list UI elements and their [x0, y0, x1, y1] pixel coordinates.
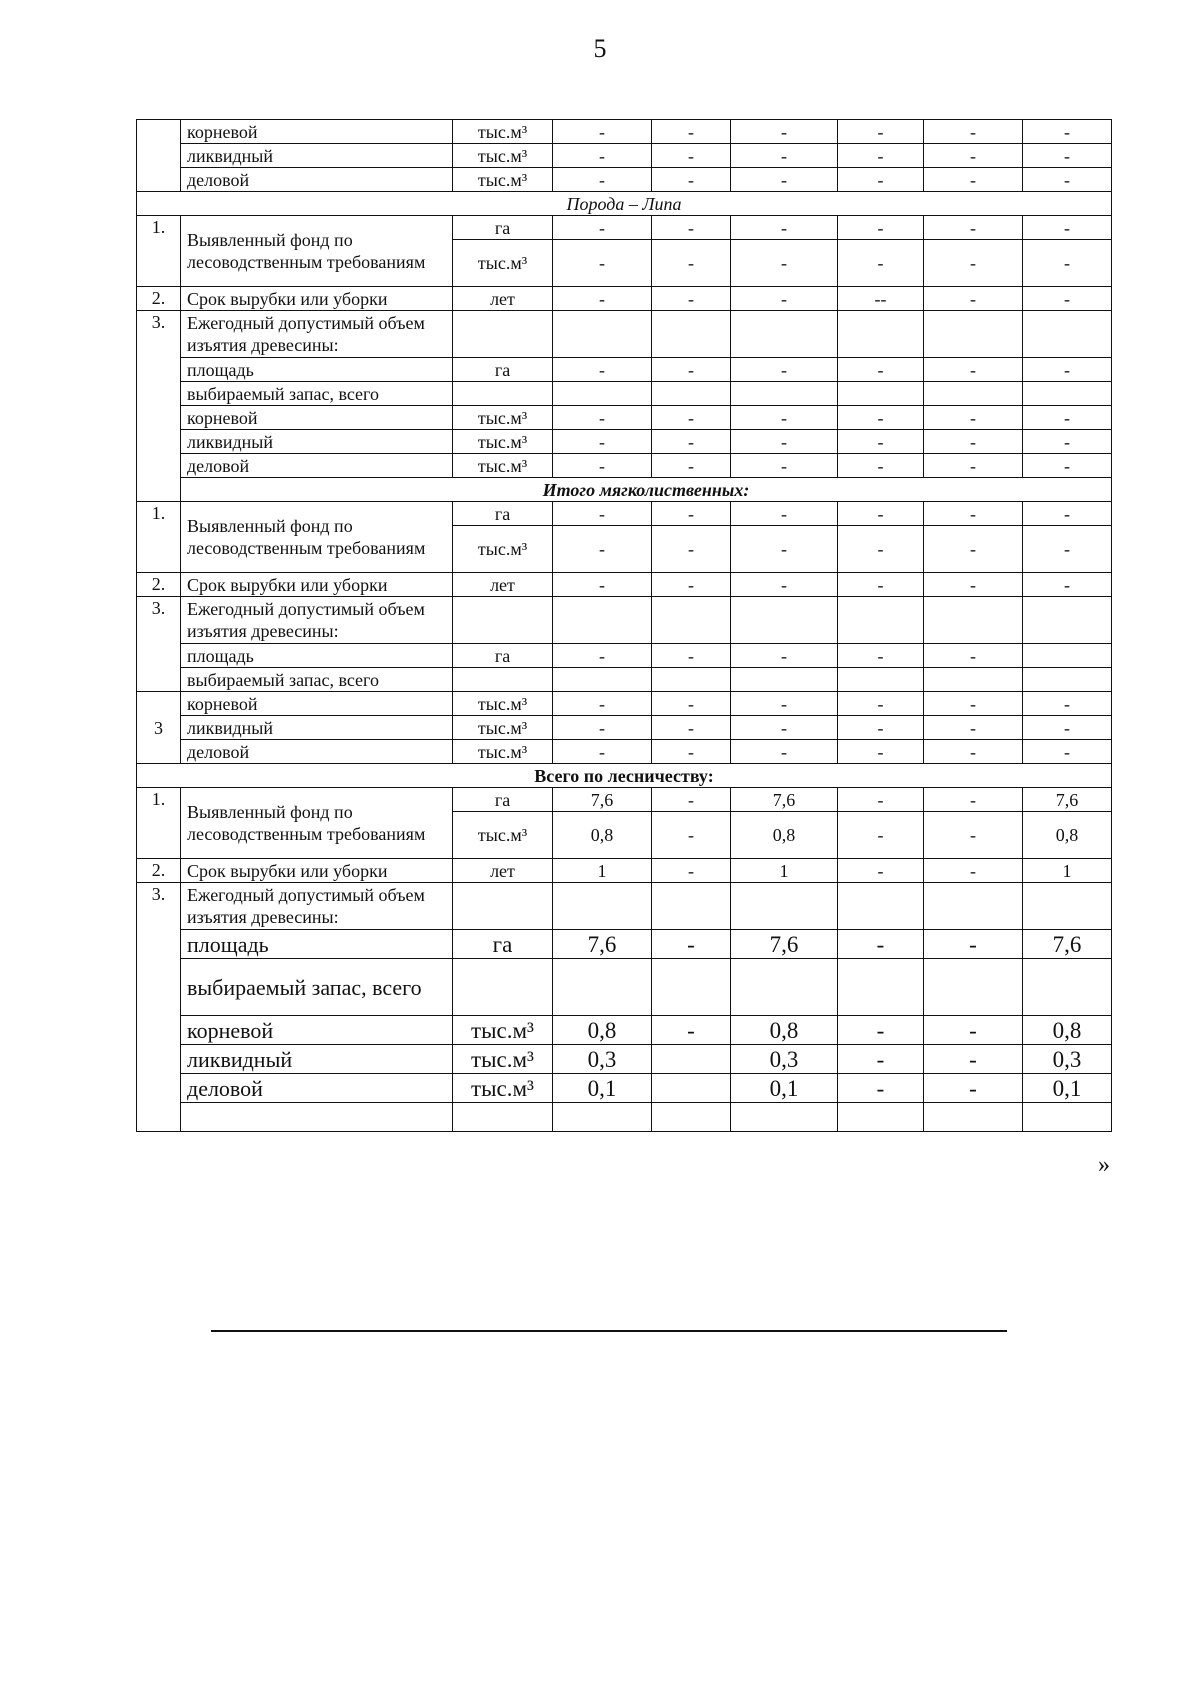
unit-cell: га — [453, 930, 553, 959]
empty-cell — [652, 1103, 731, 1132]
row-number: 3. — [137, 597, 181, 692]
row-label-fund: Выявленный фонд по лесоводственным требованиям — [181, 788, 453, 859]
value-cell: 0,8 — [553, 1016, 652, 1045]
section-row — [137, 478, 1112, 502]
table-row — [137, 144, 1112, 168]
signature-line — [211, 1330, 1007, 1332]
value-cell: - — [731, 692, 838, 716]
value-cell: - — [731, 740, 838, 764]
value-cell: - — [838, 740, 924, 764]
value-cell: 7,6 — [1023, 788, 1112, 812]
row-label-stock: выбираемый запас, всего — [181, 668, 453, 692]
value-cell: - — [553, 454, 652, 478]
unit-cell — [453, 883, 553, 930]
value-cell: - — [924, 454, 1023, 478]
row-label-business: деловой — [181, 168, 453, 192]
value-cell: - — [553, 716, 652, 740]
value-cell — [652, 1045, 731, 1074]
page-number: 5 — [593, 34, 607, 63]
value-cell — [1023, 883, 1112, 930]
value-cell: - — [924, 406, 1023, 430]
value-cell: - — [838, 358, 924, 382]
value-cell: - — [838, 1016, 924, 1045]
value-cell: - — [924, 1074, 1023, 1103]
table-row — [137, 454, 1112, 478]
unit-cell: тыс.м³ — [453, 812, 553, 859]
value-cell: - — [838, 168, 924, 192]
table-row — [137, 406, 1112, 430]
value-cell: - — [924, 930, 1023, 959]
value-cell: - — [553, 740, 652, 764]
value-cell: - — [553, 240, 652, 287]
unit-cell: тыс.м³ — [453, 740, 553, 764]
unit-cell: лет — [453, 573, 553, 597]
section-row — [137, 764, 1112, 788]
table-row — [137, 930, 1112, 959]
section-title-total: Всего по лесничеству: — [137, 764, 1112, 788]
value-cell: - — [553, 216, 652, 240]
value-cell — [652, 311, 731, 358]
value-cell: 1 — [731, 859, 838, 883]
unit-cell — [453, 668, 553, 692]
table-row — [137, 597, 1112, 644]
value-cell: - — [652, 144, 731, 168]
value-cell: - — [1023, 502, 1112, 526]
unit-cell — [453, 959, 553, 1016]
value-cell: - — [553, 430, 652, 454]
value-cell: - — [731, 168, 838, 192]
value-cell — [652, 668, 731, 692]
value-cell: - — [553, 144, 652, 168]
unit-cell: тыс.м³ — [453, 406, 553, 430]
value-cell — [553, 959, 652, 1016]
table-row — [137, 788, 1112, 812]
value-cell: - — [731, 454, 838, 478]
value-cell: - — [838, 788, 924, 812]
table-row — [137, 1016, 1112, 1045]
value-cell: - — [924, 644, 1023, 668]
unit-cell: тыс.м³ — [453, 454, 553, 478]
row-label-business: деловой — [181, 1074, 453, 1103]
table-row — [137, 382, 1112, 406]
value-cell: - — [838, 930, 924, 959]
row-label-stock: выбираемый запас, всего — [181, 959, 453, 1016]
value-cell — [924, 382, 1023, 406]
value-cell: - — [924, 716, 1023, 740]
value-cell: - — [652, 287, 731, 311]
row-label-annual: Ежегодный допустимый объем изъятия древесины: — [181, 311, 453, 358]
value-cell: - — [924, 1045, 1023, 1074]
row-label-term: Срок вырубки или уборки — [181, 287, 453, 311]
value-cell: - — [731, 716, 838, 740]
row-number: 1. — [137, 502, 181, 573]
value-cell — [924, 311, 1023, 358]
value-cell: - — [1023, 740, 1112, 764]
row-label-business: деловой — [181, 740, 453, 764]
value-cell — [652, 597, 731, 644]
value-cell: - — [731, 216, 838, 240]
unit-cell: тыс.м³ — [453, 168, 553, 192]
row-number: 1. — [137, 788, 181, 859]
value-cell: 0,8 — [1023, 1016, 1112, 1045]
value-cell: - — [652, 788, 731, 812]
value-cell: - — [652, 573, 731, 597]
value-cell: - — [838, 454, 924, 478]
value-cell: - — [652, 859, 731, 883]
value-cell: - — [838, 716, 924, 740]
table-row — [137, 502, 1112, 526]
empty-cell — [838, 1103, 924, 1132]
value-cell: - — [1023, 216, 1112, 240]
value-cell: - — [924, 692, 1023, 716]
table-row — [137, 1045, 1112, 1074]
table-row — [137, 644, 1112, 668]
value-cell: - — [731, 240, 838, 287]
unit-cell — [453, 311, 553, 358]
value-cell: - — [924, 859, 1023, 883]
value-cell: - — [838, 859, 924, 883]
table-row — [137, 959, 1112, 1016]
row-label-root: корневой — [181, 120, 453, 144]
unit-cell: тыс.м³ — [453, 1016, 553, 1045]
table-row — [137, 430, 1112, 454]
value-cell: 0,8 — [731, 812, 838, 859]
value-cell: - — [652, 240, 731, 287]
value-cell: - — [838, 526, 924, 573]
value-cell: - — [1023, 144, 1112, 168]
unit-cell: лет — [453, 859, 553, 883]
value-cell: - — [652, 812, 731, 859]
value-cell: - — [731, 644, 838, 668]
empty-cell — [553, 1103, 652, 1132]
unit-cell: тыс.м³ — [453, 692, 553, 716]
row-number-cell — [137, 120, 181, 192]
unit-cell: тыс.м³ — [453, 430, 553, 454]
table-row — [137, 716, 1112, 740]
value-cell: - — [838, 144, 924, 168]
unit-cell — [453, 382, 553, 406]
value-cell — [553, 597, 652, 644]
value-cell: - — [838, 1045, 924, 1074]
value-cell: - — [924, 502, 1023, 526]
row-number: 3. — [137, 883, 181, 1132]
value-cell: - — [1023, 716, 1112, 740]
table-row — [137, 311, 1112, 358]
value-cell: - — [1023, 406, 1112, 430]
value-cell: 0,3 — [553, 1045, 652, 1074]
row-number: 3. — [137, 311, 181, 502]
value-cell: - — [838, 573, 924, 597]
value-cell: - — [652, 716, 731, 740]
unit-cell: тыс.м³ — [453, 716, 553, 740]
value-cell: -- — [838, 287, 924, 311]
value-cell: - — [838, 216, 924, 240]
value-cell: - — [731, 430, 838, 454]
value-cell: - — [924, 1016, 1023, 1045]
value-cell: - — [838, 430, 924, 454]
value-cell — [652, 883, 731, 930]
value-cell: 0,1 — [1023, 1074, 1112, 1103]
value-cell: - — [1023, 240, 1112, 287]
value-cell — [652, 959, 731, 1016]
value-cell: - — [652, 1016, 731, 1045]
value-cell: - — [652, 216, 731, 240]
value-cell: 0,1 — [731, 1074, 838, 1103]
value-cell: - — [731, 406, 838, 430]
forest-fund-table — [136, 119, 1112, 1132]
value-cell: - — [924, 740, 1023, 764]
value-cell: - — [731, 573, 838, 597]
value-cell: - — [731, 526, 838, 573]
value-cell — [553, 668, 652, 692]
row-label-area: площадь — [181, 930, 453, 959]
value-cell: 7,6 — [731, 930, 838, 959]
value-cell — [838, 382, 924, 406]
value-cell: - — [553, 502, 652, 526]
empty-cell — [731, 1103, 838, 1132]
unit-cell: га — [453, 788, 553, 812]
value-cell: - — [838, 644, 924, 668]
row-label-annual: Ежегодный допустимый объем изъятия древесины: — [181, 883, 453, 930]
row-label-fund: Выявленный фонд по лесоводственным требованиям — [181, 216, 453, 287]
row-label-annual: Ежегодный допустимый объем изъятия древесины: — [181, 597, 453, 644]
value-cell — [838, 311, 924, 358]
row-number: 1. — [137, 216, 181, 287]
row-label-root: корневой — [181, 1016, 453, 1045]
table-row — [137, 740, 1112, 764]
value-cell: - — [924, 430, 1023, 454]
value-cell: - — [553, 168, 652, 192]
value-cell: - — [838, 406, 924, 430]
value-cell — [731, 597, 838, 644]
table-row — [137, 1074, 1112, 1103]
value-cell: - — [838, 1074, 924, 1103]
value-cell: - — [924, 120, 1023, 144]
value-cell — [731, 311, 838, 358]
value-cell — [924, 883, 1023, 930]
table-row — [137, 120, 1112, 144]
value-cell: - — [1023, 692, 1112, 716]
value-cell: - — [1023, 358, 1112, 382]
value-cell: - — [553, 120, 652, 144]
table-row — [137, 859, 1112, 883]
value-cell — [924, 597, 1023, 644]
empty-cell — [924, 1103, 1023, 1132]
value-cell: - — [924, 526, 1023, 573]
value-cell — [731, 382, 838, 406]
row-number: 2. — [137, 859, 181, 883]
value-cell: 0,3 — [1023, 1045, 1112, 1074]
empty-cell — [1023, 1103, 1112, 1132]
value-cell: 0,8 — [1023, 812, 1112, 859]
unit-cell: тыс.м³ — [453, 526, 553, 573]
value-cell: - — [553, 573, 652, 597]
value-cell — [553, 311, 652, 358]
value-cell: 0,8 — [731, 1016, 838, 1045]
value-cell: - — [838, 812, 924, 859]
row-label-liquid: ликвидный — [181, 1045, 453, 1074]
table-row — [137, 358, 1112, 382]
value-cell — [838, 959, 924, 1016]
row-number: 2. — [137, 573, 181, 597]
value-cell: - — [731, 502, 838, 526]
value-cell: 7,6 — [553, 930, 652, 959]
value-cell: - — [924, 216, 1023, 240]
value-cell: - — [652, 526, 731, 573]
row-label-area: площадь — [181, 644, 453, 668]
value-cell: - — [1023, 168, 1112, 192]
value-cell — [1023, 668, 1112, 692]
unit-cell: га — [453, 216, 553, 240]
table-row — [137, 216, 1112, 240]
row-label-root: корневой — [181, 692, 453, 716]
value-cell: - — [731, 287, 838, 311]
value-cell: - — [838, 120, 924, 144]
row-label-liquid: ликвидный — [181, 716, 453, 740]
value-cell: 0,8 — [553, 812, 652, 859]
value-cell: - — [838, 692, 924, 716]
value-cell: - — [652, 930, 731, 959]
value-cell: 7,6 — [731, 788, 838, 812]
empty-cell — [453, 1103, 553, 1132]
value-cell: - — [652, 454, 731, 478]
value-cell: - — [652, 692, 731, 716]
unit-cell: тыс.м³ — [453, 120, 553, 144]
value-cell: 1 — [1023, 859, 1112, 883]
unit-cell: га — [453, 358, 553, 382]
value-cell: - — [924, 240, 1023, 287]
row-label-term: Срок вырубки или уборки — [181, 573, 453, 597]
unit-cell: тыс.м³ — [453, 1045, 553, 1074]
value-cell: - — [838, 502, 924, 526]
table-row — [137, 668, 1112, 692]
value-cell: 0,3 — [731, 1045, 838, 1074]
value-cell: - — [1023, 430, 1112, 454]
row-label-fund: Выявленный фонд по лесоводственным требованиям — [181, 502, 453, 573]
value-cell: - — [652, 502, 731, 526]
row-label-business: деловой — [181, 454, 453, 478]
value-cell: - — [924, 358, 1023, 382]
value-cell: - — [924, 168, 1023, 192]
value-cell: - — [924, 573, 1023, 597]
value-cell: - — [838, 240, 924, 287]
value-cell: - — [1023, 573, 1112, 597]
value-cell: - — [652, 120, 731, 144]
value-cell: - — [652, 406, 731, 430]
value-cell: - — [1023, 120, 1112, 144]
row-label-liquid: ликвидный — [181, 430, 453, 454]
table-row — [137, 573, 1112, 597]
value-cell — [731, 668, 838, 692]
value-cell: - — [652, 430, 731, 454]
value-cell — [553, 382, 652, 406]
value-cell: - — [553, 406, 652, 430]
value-cell: - — [924, 812, 1023, 859]
section-title-soft: Итого мягколиственных: — [181, 478, 1112, 502]
value-cell: - — [652, 358, 731, 382]
value-cell: - — [652, 644, 731, 668]
unit-cell: тыс.м³ — [453, 1074, 553, 1103]
value-cell: 1 — [553, 859, 652, 883]
value-cell — [1023, 644, 1112, 668]
section-row — [137, 192, 1112, 216]
value-cell: 0,1 — [553, 1074, 652, 1103]
value-cell: - — [652, 740, 731, 764]
row-number: 2. — [137, 287, 181, 311]
value-cell — [1023, 382, 1112, 406]
table-row — [137, 692, 1112, 716]
section-title-lipa: Порода – Липа — [137, 192, 1112, 216]
empty-cell — [181, 1103, 453, 1132]
unit-cell — [453, 597, 553, 644]
value-cell: 7,6 — [553, 788, 652, 812]
table-row — [137, 168, 1112, 192]
value-cell: - — [553, 692, 652, 716]
value-cell: - — [924, 144, 1023, 168]
value-cell — [924, 959, 1023, 1016]
value-cell: - — [553, 287, 652, 311]
table-row — [137, 883, 1112, 930]
value-cell: - — [553, 644, 652, 668]
value-cell — [1023, 959, 1112, 1016]
value-cell: - — [553, 358, 652, 382]
value-cell — [731, 883, 838, 930]
table-row — [137, 287, 1112, 311]
value-cell: - — [1023, 526, 1112, 573]
value-cell — [1023, 311, 1112, 358]
value-cell — [553, 883, 652, 930]
value-cell — [838, 668, 924, 692]
value-cell: - — [731, 120, 838, 144]
unit-cell: га — [453, 502, 553, 526]
value-cell — [838, 883, 924, 930]
closing-quote: » — [1098, 1152, 1110, 1178]
value-cell: - — [731, 144, 838, 168]
row-label-liquid: ликвидный — [181, 144, 453, 168]
value-cell — [1023, 597, 1112, 644]
value-cell: - — [731, 358, 838, 382]
unit-cell: лет — [453, 287, 553, 311]
value-cell: - — [1023, 287, 1112, 311]
table-row-empty — [137, 1103, 1112, 1132]
value-cell: 7,6 — [1023, 930, 1112, 959]
unit-cell: га — [453, 644, 553, 668]
unit-cell: тыс.м³ — [453, 144, 553, 168]
unit-cell: тыс.м³ — [453, 240, 553, 287]
value-cell: - — [924, 788, 1023, 812]
value-cell — [838, 597, 924, 644]
row-number: 3 — [137, 692, 181, 764]
value-cell — [924, 668, 1023, 692]
value-cell: - — [553, 526, 652, 573]
value-cell: - — [1023, 454, 1112, 478]
row-label-stock: выбираемый запас, всего — [181, 382, 453, 406]
value-cell: - — [652, 168, 731, 192]
value-cell — [652, 382, 731, 406]
row-label-area: площадь — [181, 358, 453, 382]
value-cell — [652, 1074, 731, 1103]
row-label-root: корневой — [181, 406, 453, 430]
value-cell — [731, 959, 838, 1016]
value-cell: - — [924, 287, 1023, 311]
row-label-term: Срок вырубки или уборки — [181, 859, 453, 883]
